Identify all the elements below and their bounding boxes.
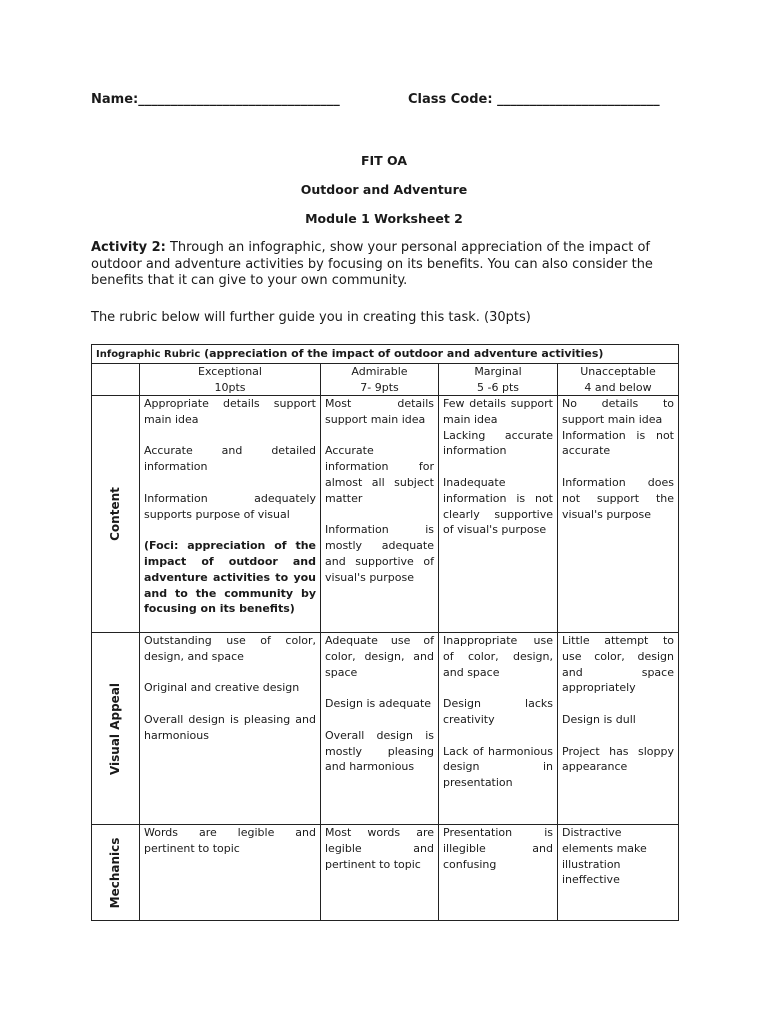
mechanics-unacceptable-cell [558,825,679,921]
level-name: Unacceptable [580,365,656,378]
category-content [92,396,140,633]
category-label: Content [107,487,122,541]
rubric-intro: The rubric below will further guide you in creating this task. (30pts) [91,310,531,325]
criterion-text: Appropriate details support main idea [144,397,316,426]
criterion-text: Accurate information for almost all subject matter [325,444,434,505]
empty-corner-cell [92,364,140,396]
class-code-field: Class Code: _________________________ [408,92,660,107]
criterion-text: Inappropriate use of color, design, and space [443,634,553,679]
criterion-text: Overall design is mostly pleasing and harmonious [325,728,434,774]
level-name: Exceptional [198,365,262,378]
level-name: Marginal [474,365,522,378]
criterion-text: Few details support main idea [443,397,553,426]
criterion-text: Little attempt to use color, design and space appropriately [562,634,674,695]
criterion-text: Project has sloppy appearance [562,744,674,774]
level-points: 4 and below [584,380,652,394]
rubric-title-row [92,345,679,364]
criterion-text: Adequate use of color, design, and space [325,634,434,679]
level-admirable [321,364,439,396]
criterion-focus-note: (Foci: appreciation of the impact of outdoor and adventure activities to you and to the community by focusing on its benefits) [144,539,316,616]
name-field: Name:_______________________________ [91,92,340,107]
criterion-text: Distractive elements make illustration ineffective [562,826,647,887]
criterion-text: Design is dull [562,712,636,726]
criterion-text: Words are legible and pertinent to topic [144,826,316,855]
rubric-row-mechanics [92,825,679,921]
criterion-text: Overall design is pleasing and harmonious [144,712,316,742]
level-marginal [439,364,558,396]
activity-text: Through an infographic, show your personal appreciation of the impact of outdoor and adventure activities by focusing on its benefits. You can also consider the benefits that it can give to your own community. [91,240,653,288]
visual-admirable-cell [321,633,439,825]
category-label: Visual Appeal [107,682,122,775]
level-unacceptable [558,364,679,396]
course-title: FIT OA [360,153,408,168]
level-points: 10pts [214,380,246,394]
course-subtitle: Outdoor and Adventure [300,182,468,197]
level-points: 7- 9pts [360,380,399,394]
mechanics-marginal-cell [439,825,558,921]
category-visual-appeal [92,633,140,825]
criterion-text: Accurate and detailed information [144,444,316,474]
rubric-title [92,345,679,364]
content-unacceptable-cell [558,396,679,633]
criterion-text: Original and creative design [144,681,300,695]
rubric-title-rest: (appreciation of the impact of outdoor and adventure activities) [200,347,604,360]
rubric-row-visual-appeal [92,633,679,825]
activity-label: Activity 2: [91,240,166,255]
visual-marginal-cell [439,633,558,825]
activity-instructions [91,240,678,290]
criterion-text: Presentation is illegible and confusing [443,826,553,871]
worksheet-title: Module 1 Worksheet 2 [305,211,463,226]
criterion-text: Lacking accurate information [443,428,553,458]
content-exceptional-cell [140,396,321,633]
mechanics-admirable-cell [321,825,439,921]
category-label: Mechanics [107,837,122,908]
criterion-text: Outstanding use of color, design, and space [144,634,316,663]
category-mechanics [92,825,140,921]
criterion-text: Inadequate information is not clearly supportive of visual's purpose [443,475,553,537]
criterion-text: Design is adequate [325,697,432,711]
criterion-text: Lack of harmonious design in presentation [443,744,553,790]
criterion-text: Most details support main idea [325,397,434,426]
criterion-text: Information does not support the visual's purpose [562,475,674,521]
level-name: Admirable [351,365,408,378]
level-points: 5 -6 pts [477,380,519,394]
visual-unacceptable-cell [558,633,679,825]
mechanics-exceptional-cell [140,825,321,921]
visual-exceptional-cell [140,633,321,825]
rubric-table [91,344,679,921]
rubric-levels-row [92,364,679,396]
criterion-text: Information adequately supports purpose of visual [144,491,316,521]
criterion-text: Most words are legible and pertinent to topic [325,826,434,871]
criterion-text: Information is not accurate [562,428,674,458]
criterion-text: No details to support main idea [562,397,674,426]
rubric-row-content [92,396,679,633]
level-exceptional [140,364,321,396]
criterion-text: Design lacks creativity [443,697,553,726]
rubric-title-lead: Infographic Rubric [96,349,201,360]
content-admirable-cell [321,396,439,633]
criterion-text: Information is mostly adequate and supportive of visual's purpose [325,523,434,584]
content-marginal-cell [439,396,558,633]
